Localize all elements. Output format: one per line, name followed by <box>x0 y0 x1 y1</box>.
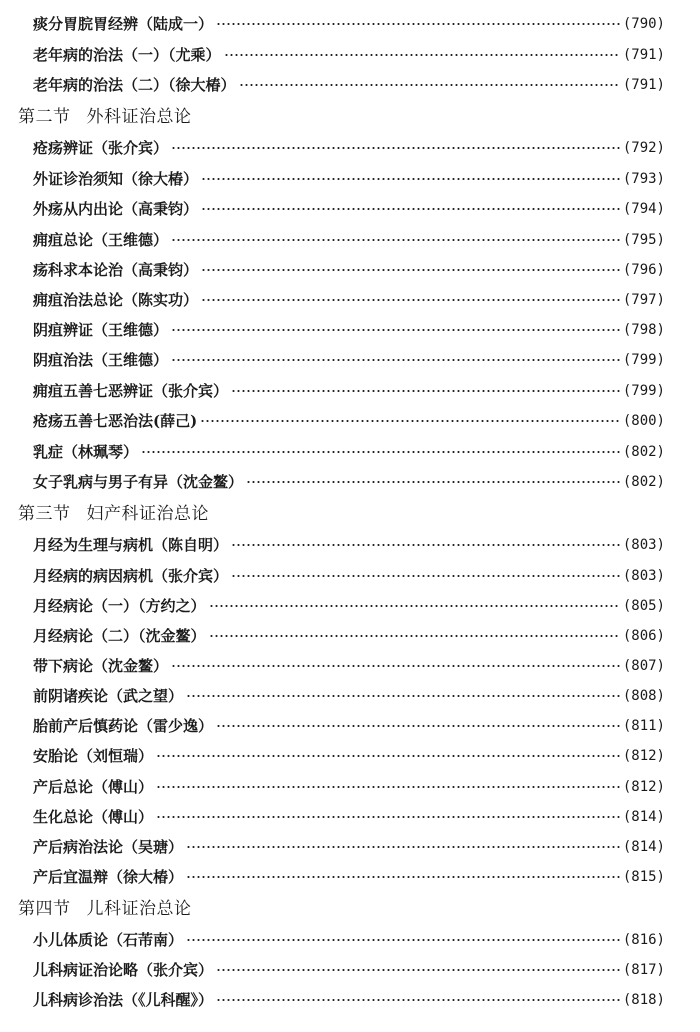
dot-leader <box>201 208 620 210</box>
toc-entry <box>0 467 665 497</box>
entry-page: (797) <box>622 292 665 308</box>
toc-entry <box>0 9 665 39</box>
entry-page: (791) <box>622 47 665 63</box>
dot-leader <box>141 451 620 453</box>
toc-entry <box>0 985 665 1015</box>
entry-page: (815) <box>622 869 665 885</box>
toc-entry <box>0 133 665 163</box>
toc-entry <box>0 530 665 560</box>
toc-entry <box>0 925 665 955</box>
dot-leader <box>209 635 620 637</box>
dot-leader <box>209 605 620 607</box>
dot-leader <box>201 269 620 271</box>
section-number: 第三节 <box>18 504 71 524</box>
entry-title: 产后宜温辩（徐大椿） <box>33 868 184 886</box>
entry-title: 胎前产后慎药论（雷少逸） <box>33 717 214 735</box>
dot-leader <box>231 390 620 392</box>
section-title: 儿科证治总论 <box>86 899 192 919</box>
toc-entry <box>0 40 665 70</box>
entry-title: 小儿体质论（石芾南） <box>33 931 184 949</box>
dot-leader <box>201 299 620 301</box>
dot-leader <box>239 84 620 86</box>
toc-entry <box>0 561 665 591</box>
entry-page: (798) <box>622 322 665 338</box>
entry-title: 老年病的治法（二）（徐大椿） <box>33 76 236 94</box>
dot-leader <box>216 23 620 25</box>
section-heading <box>0 102 700 132</box>
dot-leader <box>171 329 620 331</box>
toc-entry <box>0 345 665 375</box>
entry-title: 月经病论（二）（沈金鳌） <box>33 627 206 645</box>
dot-leader <box>224 54 620 56</box>
entry-page: (808) <box>622 688 665 704</box>
entry-title: 痈疽治法总论（陈实功） <box>33 291 199 309</box>
toc-entry <box>0 591 665 621</box>
toc-entry <box>0 772 665 802</box>
dot-leader <box>186 876 620 878</box>
entry-page: (812) <box>622 779 665 795</box>
entry-page: (807) <box>622 658 665 674</box>
entry-page: (799) <box>622 352 665 368</box>
entry-page: (796) <box>622 262 665 278</box>
dot-leader <box>156 786 620 788</box>
entry-page: (806) <box>622 628 665 644</box>
entry-page: (803) <box>622 568 665 584</box>
entry-page: (814) <box>622 809 665 825</box>
section-number: 第二节 <box>18 107 71 127</box>
entry-title: 带下病论（沈金鳌） <box>33 657 169 675</box>
entry-title: 乳症（林珮琴） <box>33 443 139 461</box>
entry-title: 儿科病诊治法（《儿科醒》） <box>33 991 214 1009</box>
toc-entry <box>0 285 665 315</box>
entry-page: (794) <box>622 201 665 217</box>
toc-entry <box>0 437 665 467</box>
toc-entry <box>0 862 665 892</box>
entry-page: (805) <box>622 598 665 614</box>
entry-page: (811) <box>622 718 665 734</box>
entry-page: (803) <box>622 537 665 553</box>
entry-title: 安胎论（刘恒瑞） <box>33 747 154 765</box>
toc-entry <box>0 70 665 100</box>
entry-page: (812) <box>622 748 665 764</box>
entry-page: (802) <box>622 444 665 460</box>
toc-entry <box>0 955 665 985</box>
dot-leader <box>246 481 620 483</box>
toc-entry <box>0 164 665 194</box>
dot-leader <box>216 999 620 1001</box>
dot-leader <box>231 544 620 546</box>
entry-page: (818) <box>622 992 665 1008</box>
entry-page: (799) <box>622 383 665 399</box>
toc-entry <box>0 255 665 285</box>
dot-leader <box>201 178 620 180</box>
entry-title: 儿科病证治论略（张介宾） <box>33 961 214 979</box>
entry-page: (791) <box>622 77 665 93</box>
entry-title: 阴疽治法（王维德） <box>33 351 169 369</box>
entry-title: 月经病的病因病机（张介宾） <box>33 567 229 585</box>
dot-leader <box>216 725 620 727</box>
entry-title: 外疡从内出论（高秉钧） <box>33 200 199 218</box>
entry-page: (790) <box>622 16 665 32</box>
toc-entry <box>0 621 665 651</box>
toc-entry <box>0 711 665 741</box>
dot-leader <box>231 575 620 577</box>
entry-title: 产后总论（傅山） <box>33 778 154 796</box>
toc-entry <box>0 681 665 711</box>
entry-page: (817) <box>622 962 665 978</box>
entry-title: 月经病论（一）（方约之） <box>33 597 206 615</box>
toc-entry <box>0 225 665 255</box>
entry-page: (792) <box>622 140 665 156</box>
section-number: 第四节 <box>18 899 71 919</box>
entry-title: 痈疽总论（王维德） <box>33 231 169 249</box>
toc-entry <box>0 194 665 224</box>
entry-page: (793) <box>622 171 665 187</box>
section-title: 妇产科证治总论 <box>86 504 209 524</box>
toc-entry <box>0 315 665 345</box>
toc-entry <box>0 651 665 681</box>
entry-title: 痰分胃脘胃经辨（陆成一） <box>33 15 214 33</box>
toc-entry <box>0 832 665 862</box>
dot-leader <box>200 420 620 422</box>
section-heading <box>0 894 700 924</box>
entry-page: (802) <box>622 474 665 490</box>
entry-title: 产后病治法论（吴瑭） <box>33 838 184 856</box>
section-title: 外科证治总论 <box>86 107 192 127</box>
dot-leader <box>171 239 620 241</box>
entry-page: (814) <box>622 839 665 855</box>
entry-title: 老年病的治法（一）（尤乘） <box>33 46 221 64</box>
entry-title: 痈疽五善七恶辨证（张介宾） <box>33 382 229 400</box>
entry-page: (795) <box>622 232 665 248</box>
entry-title: 外证诊治须知（徐大椿） <box>33 170 199 188</box>
dot-leader <box>156 755 620 757</box>
dot-leader <box>186 939 620 941</box>
toc-entry <box>0 376 665 406</box>
entry-title: 女子乳病与男子有异（沈金鳌） <box>33 473 244 491</box>
entry-title: 生化总论（傅山） <box>33 808 154 826</box>
dot-leader <box>186 846 620 848</box>
entry-page: (800) <box>622 413 665 429</box>
dot-leader <box>171 359 620 361</box>
dot-leader <box>156 816 620 818</box>
dot-leader <box>186 695 620 697</box>
entry-title: 疮疡五善七恶治法(薛己) <box>33 412 198 430</box>
toc-entry <box>0 741 665 771</box>
toc-entry <box>0 802 665 832</box>
entry-page: (816) <box>622 932 665 948</box>
entry-title: 疮疡辨证（张介宾） <box>33 139 169 157</box>
entry-title: 阴疽辨证（王维德） <box>33 321 169 339</box>
entry-title: 前阴诸疾论（武之望） <box>33 687 184 705</box>
dot-leader <box>171 665 620 667</box>
toc-entry <box>0 406 665 436</box>
entry-title: 疡科求本论治（高秉钧） <box>33 261 199 279</box>
dot-leader <box>171 147 620 149</box>
dot-leader <box>216 969 620 971</box>
section-heading <box>0 499 700 529</box>
entry-title: 月经为生理与病机（陈自明） <box>33 536 229 554</box>
